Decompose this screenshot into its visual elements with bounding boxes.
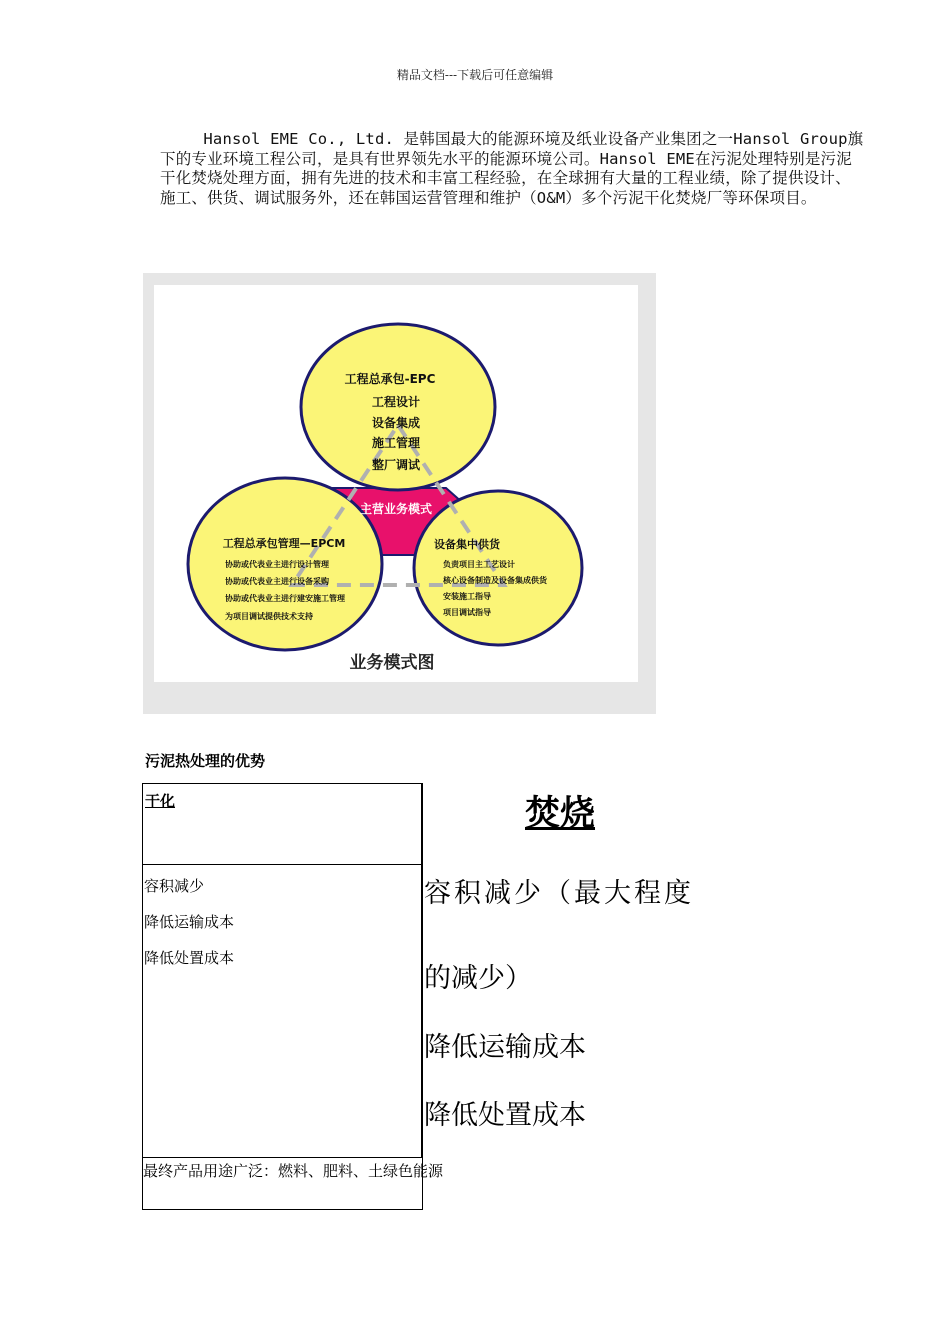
incineration-header: 焚烧 (525, 794, 596, 834)
intro-paragraph: Hansol EME Co., Ltd. 是韩国最大的能源环境及纸业设备产业集团之一Hansol Group旗下的专业环境工程公司，是具有世界领先水平的能源环境公司。Hansol EME在污泥处理特别是污泥干化焚烧处理方面，拥有先进的技术和丰富工程经验，在全球拥有大量的工程业绩，除了提供设计、施工、供货、调试服务外，还在韩国运营管理和维护（O&M）多个污泥干化焚烧厂等环保项目。 (160, 130, 864, 207)
incineration-line: 容积减少（最大程度 (424, 878, 694, 909)
top-circle-item: 施工管理 (371, 436, 421, 450)
left-circle-item: 协助或代表业主进行设备采购 (225, 577, 329, 586)
right-circle-title: 设备集中供货 (434, 538, 500, 551)
list-item: 降低运输成本 (144, 913, 235, 931)
right-circle-item: 负责项目主工艺设计 (443, 560, 515, 569)
right-circle-item: 核心设备制造及设备集成供货 (443, 576, 547, 585)
drying-header: 干化 (145, 792, 176, 810)
right-circle-item: 项目调试指导 (443, 608, 491, 617)
page-header: 精品文档---下载后可任意编辑 (396, 68, 554, 82)
left-circle-item: 协助或代表业主进行设计管理 (225, 560, 329, 569)
incineration-line: 降低处置成本 (424, 1100, 586, 1131)
left-circle-item: 为项目调试提供技术支持 (225, 612, 313, 621)
incineration-line: 的减少） (424, 963, 532, 994)
diagram-caption: 业务模式图 (349, 653, 435, 673)
left-circle-item: 协助或代表业主进行建安施工管理 (225, 594, 345, 603)
top-circle-item: 工程设计 (371, 395, 421, 409)
table-divider (421, 784, 422, 1157)
business-model-figure (143, 273, 656, 714)
drying-table (142, 783, 423, 1210)
list-item: 降低处置成本 (144, 949, 235, 967)
top-circle-item: 设备集成 (371, 416, 421, 430)
top-circle-title: 工程总承包-EPC (344, 372, 436, 386)
top-circle-item: 整厂调试 (371, 458, 421, 472)
drying-footer: 最终产品用途广泛：燃料、肥料、土绿色能源 (143, 1162, 444, 1180)
right-circle-item: 安装施工指导 (443, 592, 491, 601)
drying-benefits (144, 868, 234, 976)
list-item: 容积减少 (144, 877, 205, 895)
business-model-diagram (154, 285, 638, 682)
section-title: 污泥热处理的优势 (145, 752, 266, 770)
left-circle-title: 工程总承包管理—EPCM (222, 537, 346, 550)
table-row-line (143, 1157, 422, 1158)
table-row-line (143, 864, 422, 865)
center-label: 主营业务模式 (359, 502, 433, 516)
business-model-canvas (154, 285, 638, 682)
incineration-line: 降低运输成本 (424, 1032, 586, 1063)
